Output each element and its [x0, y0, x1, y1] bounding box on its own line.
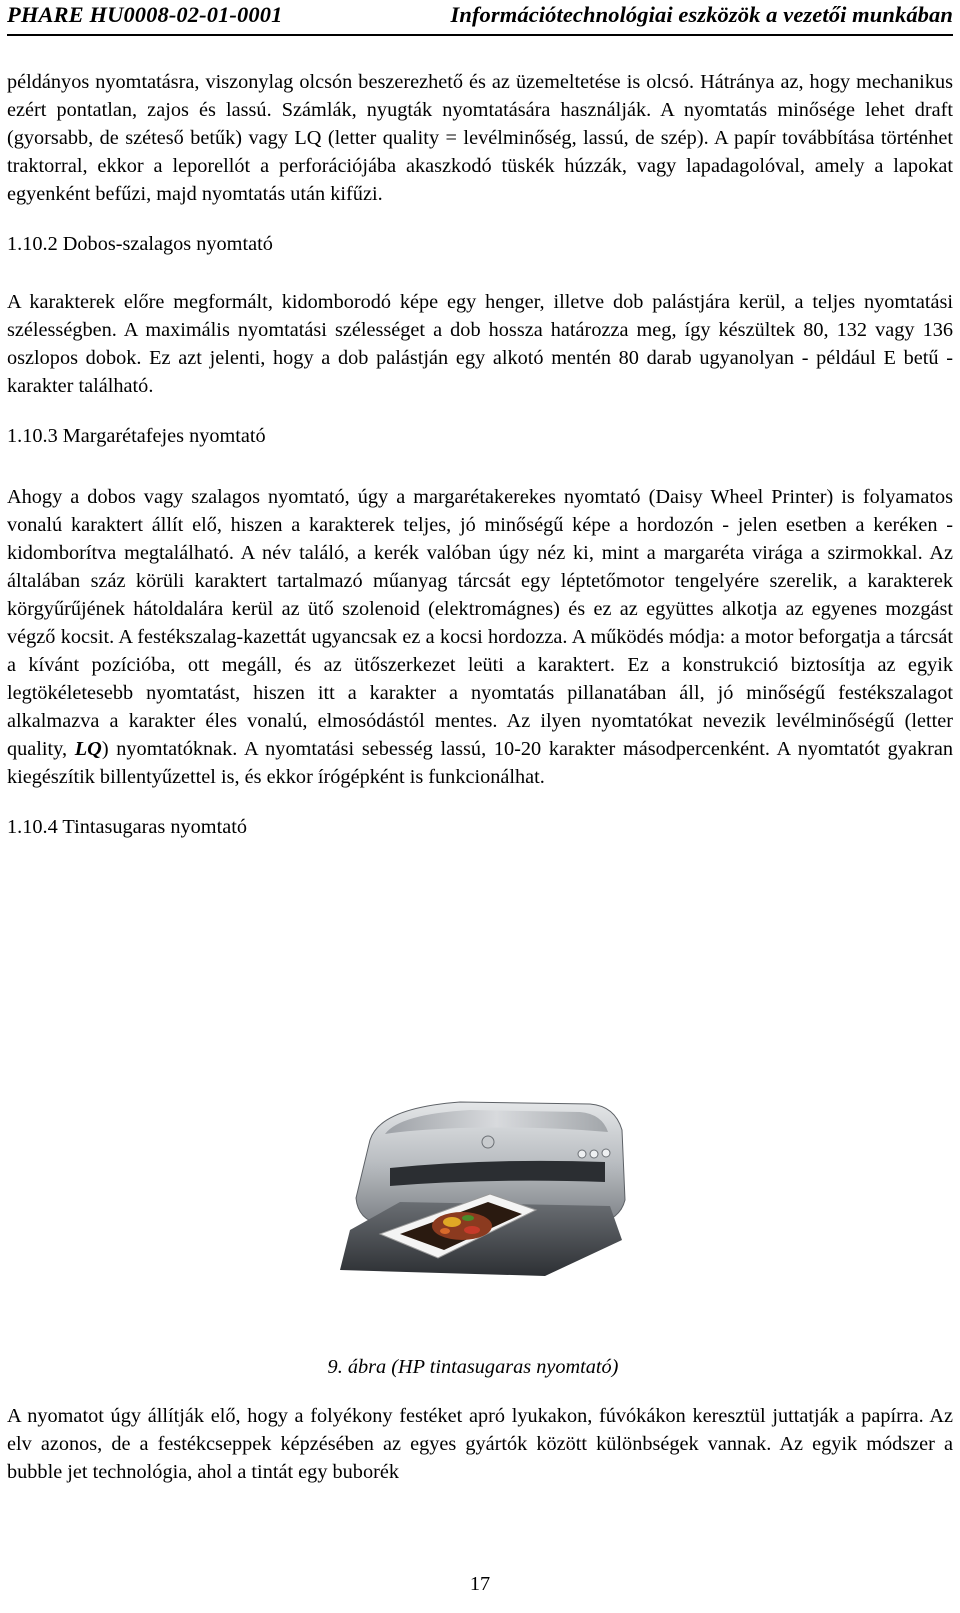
- printer-illustration: [340, 1090, 630, 1280]
- figure-caption: 9. ábra (HP tintasugaras nyomtató): [327, 1356, 619, 1378]
- section-heading-drum-printer: 1.10.2 Dobos-szalagos nyomtató: [7, 233, 273, 255]
- page-number: 17: [469, 1573, 491, 1595]
- paragraph-inkjet-text: A nyomatot úgy állítják elő, hogy a folyékony festéket apró lyukakon, fúvókákon keresztül juttatják a papírra. Az elv azonos, de a festékcseppek képzésében az egyes gyártók között különbségek vannak. Az egyik módszer a bubble jet technológia, ahol a tintát egy buborék: [7, 1405, 953, 1483]
- paragraph-daisy-wheel-part2: ) nyomtatóknak. A nyomtatási sebesség lassú, 10-20 karakter másodpercenként. A nyomtatót gyakran kiegészítik billentyűzettel is, és ekkor írógépként is funkcionálhat.: [7, 738, 953, 788]
- page-header: [7, 0, 953, 34]
- document-body: [7, 40, 953, 841]
- paragraph-dot-matrix: példányos nyomtatásra, viszonylag olcsón beszerezhető és az üzemeltetése is olcsó. Hátránya az, hogy mechanikus ezért pontatlan, zajos és lassú. Számlák, nyugták nyomtatására használják. A nyomtatás minősége lehet draft (gyorsabb, de széteső betűk) vagy LQ (letter quality = levélminőség, lassú, de szép). A papír továbbítása történhet traktorral, ekkor a leporellót a perforációjába akaszkodó tüskék húzzák, vagy lapadagolóval, amely a lapokat egyenként befűzi, majd nyomtatás után kifűzi.: [7, 71, 953, 205]
- inkjet-printer-image: [340, 1090, 630, 1280]
- header-document-title: Információtechnológiai eszközök a vezetői munkában: [450, 2, 953, 27]
- header-project-code: PHARE HU0008-02-01-0001: [7, 2, 283, 27]
- paragraph-daisy-wheel-part1: Ahogy a dobos vagy szalagos nyomtató, úgy a margarétakerekes nyomtató (Daisy Wheel Printer) is folyamatos vonalú karaktert állít elő, hiszen a karakterek teljes, jó minőségű képe a hordozón - jelen esetben a keréken - kidomborítva megtalálható. A név találó, a kerék valóban úgy néz ki, mint a margaréta virága a szirmokkal. Az általában száz körüli karaktert tartalmazó műanyag tárcsát egy léptetőmotor tengelyére szerelik, a karakterek körgyűrűjének hátoldalára kerül az ütő szolenoid (elektromágnes) és ez az együttes alkotja az egyenes mozgást végző kocsit. A festékszalag-kazettát ugyancsak ez a kocsi hordozza. A működés módja: a motor beforgatja a tárcsát a kívánt pozícióba, ott megáll, és az ütőszerkezet leüti a karaktert. Ez a konstrukció biztosítja az egyik legtökéletesebb nyomtatást, hiszen itt a karakter a nyomtatás pillanatában áll, jó minőségű festékszalagot alkalmazva a karakter éles vonalú, elmosódástól mentes. Az ilyen nyomtatókat nevezik levélminőségű (letter quality,: [7, 486, 953, 760]
- paragraph-daisy-wheel: [7, 483, 953, 791]
- paragraph-drum-printer: A karakterek előre megformált, kidomborodó képe egy henger, illetve dob palástjára kerül, a teljes nyomtatási szélességben. A maximális nyomtatási szélességet a dob hossza határozza meg, így készültek 80, 132 vagy 136 oszlopos dobok. Ez azt jelenti, hogy a dob palástján egy alkotó mentén 80 darab ugyanolyan - például E betű - karakter található.: [7, 291, 953, 397]
- section-heading-daisy-wheel: 1.10.3 Margarétafejes nyomtató: [7, 425, 266, 447]
- lq-emphasis: LQ: [74, 738, 102, 760]
- header-rule: [7, 34, 953, 36]
- paragraph-inkjet: [7, 1402, 953, 1486]
- section-heading-inkjet: 1.10.4 Tintasugaras nyomtató: [7, 816, 247, 838]
